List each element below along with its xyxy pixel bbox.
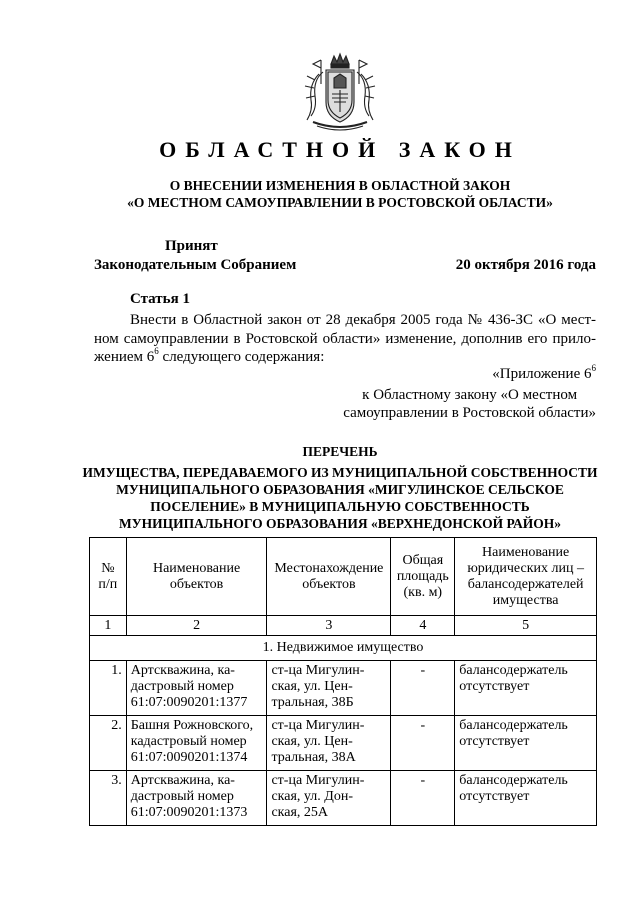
cell-line: ская, ул. Дон-	[271, 789, 353, 804]
cell-line: ская, 25А	[271, 805, 329, 820]
object-holder	[455, 661, 597, 716]
header-text: (кв. м)	[403, 584, 443, 600]
article-line-text: жением 6	[94, 349, 155, 365]
property-table	[89, 537, 597, 826]
cell-line: балансодержатель	[459, 773, 568, 788]
article-line: Внести в Областной закон от 28 декабря 2005 года № 436-ЗС «О мест-	[130, 312, 596, 328]
row-number: 3.	[90, 771, 127, 826]
cell-line: ст-ца Мигулин-	[271, 663, 365, 678]
law-title: ОБЛАСТНОЙ ЗАКОН	[159, 137, 521, 162]
header-text: Наименование	[152, 560, 241, 576]
column-number: 2	[126, 616, 267, 636]
header-cell-number	[90, 538, 127, 616]
object-holder	[455, 771, 597, 826]
adopted-label: Принят	[165, 238, 218, 254]
section-title: 1. Недвижимое имущество	[90, 636, 597, 661]
cell-line: отсутствует	[459, 679, 530, 694]
header-text: объектов	[302, 576, 356, 592]
header-text: юридических лиц –	[467, 560, 584, 576]
row-number: 1.	[90, 661, 127, 716]
list-heading: ПЕРЕЧЕНЬ	[302, 444, 378, 459]
annex-title-text: «Приложение 6	[492, 366, 592, 382]
row-number: 2.	[90, 716, 127, 771]
annex-reference-line: к Областному закону «О местном	[362, 387, 578, 403]
cell-line: 61:07:0090201:1373	[130, 805, 248, 820]
cell-line: тральная, 38Б	[271, 695, 354, 710]
list-subheading-line: ИМУЩЕСТВА, ПЕРЕДАВАЕМОГО ИЗ МУНИЦИПАЛЬНОЙ СОБСТВЕННОСТИ	[82, 465, 598, 480]
header-cell-area	[391, 538, 455, 616]
header-text: Наименование	[482, 544, 570, 560]
object-name	[126, 661, 267, 716]
column-number: 3	[267, 616, 391, 636]
list-subheading-line: ПОСЕЛЕНИЕ» В МУНИЦИПАЛЬНУЮ СОБСТВЕННОСТЬ	[150, 499, 530, 514]
table-row	[90, 661, 597, 716]
section-row	[90, 636, 597, 661]
list-subheading	[0, 464, 640, 532]
superscript: 6	[154, 346, 159, 356]
cell-line: Артскважина, ка-	[130, 663, 235, 678]
table-header-row	[90, 538, 597, 616]
header-text: площадь	[396, 568, 449, 584]
cell-line: Артскважина, ка-	[130, 773, 235, 788]
header-text: Общая	[402, 552, 444, 568]
header-cell-holder	[455, 538, 597, 616]
header-text: балансодержателей	[467, 576, 584, 592]
column-number: 1	[90, 616, 127, 636]
cell-line: дастровый номер	[130, 789, 234, 804]
cell-line: 61:07:0090201:1377	[130, 695, 248, 710]
cell-line: кадастровый номер	[130, 734, 247, 749]
header-text: п/п	[98, 576, 118, 592]
list-subheading-line: МУНИЦИПАЛЬНОГО ОБРАЗОВАНИЯ «МИГУЛИНСКОЕ СЕЛЬСКОЕ	[116, 482, 564, 497]
article-body	[94, 311, 596, 367]
header-cell-name	[126, 538, 267, 616]
cell-line: отсутствует	[459, 734, 530, 749]
object-area: -	[391, 716, 455, 771]
article-heading: Статья 1	[130, 291, 190, 307]
cell-line: 61:07:0090201:1374	[130, 750, 248, 765]
subtitle-line: «О МЕСТНОМ САМОУПРАВЛЕНИИ В РОСТОВСКОЙ ОБЛАСТИ»	[127, 195, 553, 210]
object-name	[126, 771, 267, 826]
table-row	[90, 771, 597, 826]
cell-line: балансодержатель	[459, 718, 568, 733]
object-location	[267, 716, 391, 771]
object-holder	[455, 716, 597, 771]
law-subtitle	[0, 177, 640, 211]
subtitle-line: О ВНЕСЕНИИ ИЗМЕНЕНИЯ В ОБЛАСТНОЙ ЗАКОН	[169, 178, 511, 193]
cell-line: ская, ул. Цен-	[271, 734, 353, 749]
header-text: объектов	[169, 576, 224, 592]
cell-line: Башня Рожновского,	[130, 718, 254, 733]
cell-line: ст-ца Мигулин-	[271, 718, 365, 733]
adopted-by: Законодательным Собранием	[94, 257, 297, 273]
article-line-text: следующего содержания:	[158, 349, 325, 365]
object-location	[267, 661, 391, 716]
list-subheading-line: МУНИЦИПАЛЬНОГО ОБРАЗОВАНИЯ «ВЕРХНЕДОНСКОЙ РАЙОН»	[119, 516, 561, 531]
cell-line: ская, ул. Цен-	[271, 679, 353, 694]
cell-line: отсутствует	[459, 789, 530, 804]
header-text: Местонахождение	[274, 560, 384, 576]
header-text: имущества	[492, 592, 559, 608]
column-number: 5	[455, 616, 597, 636]
annex-reference	[343, 386, 596, 422]
article-line	[94, 348, 596, 367]
superscript: 6	[591, 363, 596, 373]
object-location	[267, 771, 391, 826]
object-area: -	[391, 661, 455, 716]
object-area: -	[391, 771, 455, 826]
column-number: 4	[391, 616, 455, 636]
cell-line: балансодержатель	[459, 663, 568, 678]
rostov-coat-of-arms-icon	[301, 50, 379, 134]
adoption-date: 20 октября 2016 года	[455, 257, 596, 273]
header-cell-location	[267, 538, 391, 616]
table-row	[90, 716, 597, 771]
annex-reference-line: самоуправлении в Ростовской области»	[343, 405, 596, 421]
cell-line: дастровый номер	[130, 679, 234, 694]
article-line: ном самоуправлении в Ростовской области» изменение, дополнив его прило-	[94, 330, 596, 347]
object-name	[126, 716, 267, 771]
cell-line: тральная, 38А	[271, 750, 356, 765]
column-number-row	[90, 616, 597, 636]
cell-line: ст-ца Мигулин-	[271, 773, 365, 788]
header-text: №	[101, 560, 115, 576]
annex-title	[492, 363, 596, 383]
